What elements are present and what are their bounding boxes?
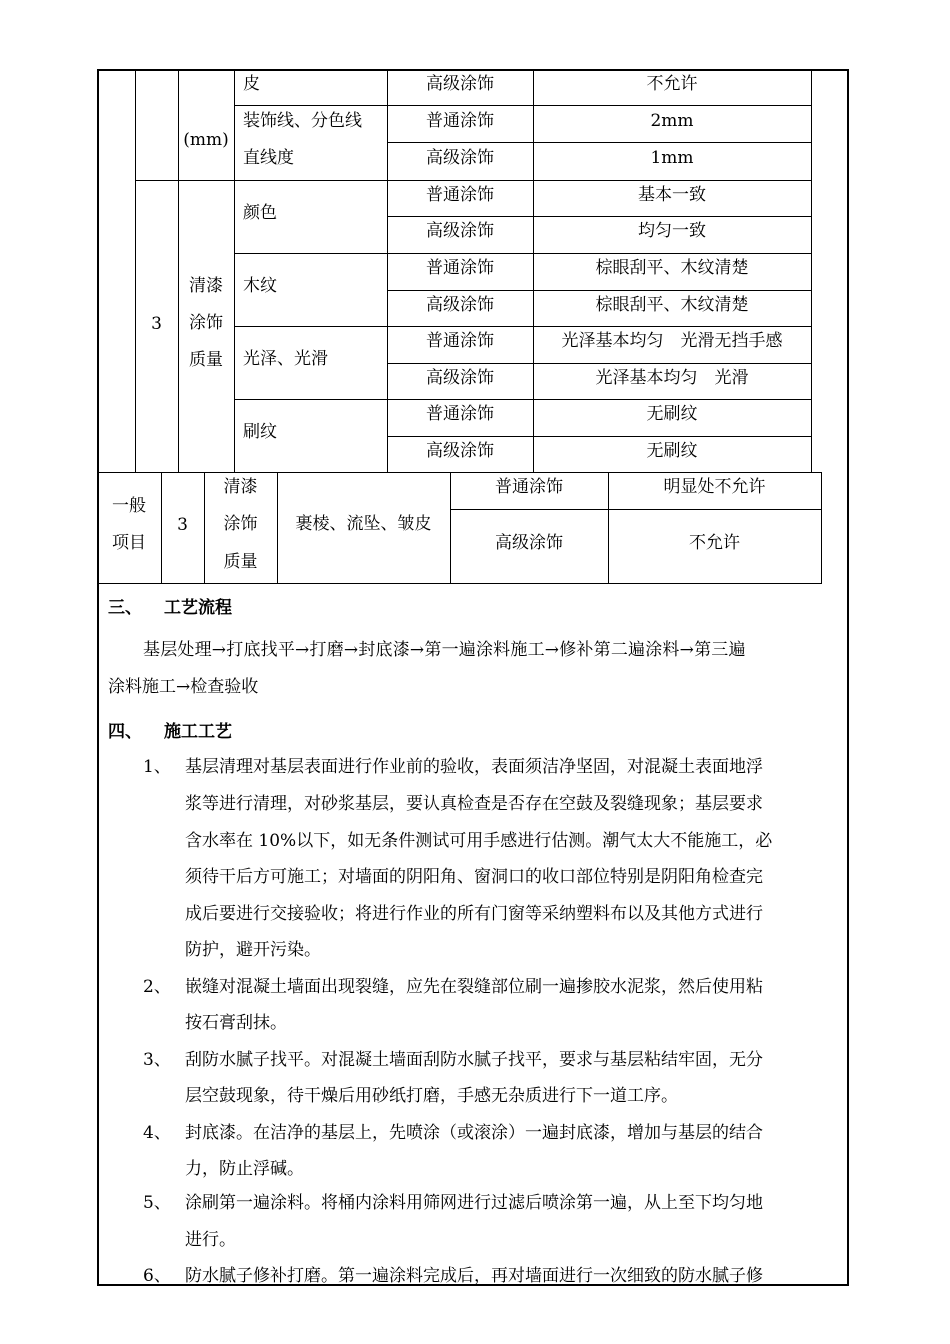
paragraph-line: 刮防水腻子找平。对混凝土墙面刮防水腻子找平，要求与基层粘结牢固，无分 xyxy=(185,1050,763,1070)
table-line xyxy=(450,509,822,510)
item-label: 颜色 xyxy=(243,203,277,223)
grade-cell: 普通涂饰 xyxy=(426,258,494,278)
section-title: 清漆 xyxy=(189,276,223,296)
paragraph-line: 按石膏刮抹。 xyxy=(185,1013,287,1033)
paragraph-line: 封底漆。在洁净的基层上，先喷涂（或滚涂）一遍封底漆，增加与基层的结合 xyxy=(185,1123,763,1143)
value-cell: 无刷纹 xyxy=(646,404,698,424)
section-number: 3 xyxy=(151,314,162,334)
item-label: 裹棱、流坠、皱皮 xyxy=(295,514,432,534)
table-line xyxy=(821,472,822,584)
section-heading: 工艺流程 xyxy=(164,598,232,618)
section-title: 涂饰 xyxy=(223,514,258,534)
value-cell: 棕眼刮平、木纹清楚 xyxy=(595,258,749,278)
process-flow-line: 涂料施工→检查验收 xyxy=(108,677,259,697)
table-line xyxy=(135,180,812,181)
paragraph-line: 嵌缝对混凝土墙面出现裂缝，应先在裂缝部位刷一遍掺胶水泥浆，然后使用粘 xyxy=(185,977,763,997)
grade-cell: 普通涂饰 xyxy=(426,404,494,424)
list-number: 1、 xyxy=(143,757,171,777)
table-line xyxy=(234,69,235,472)
table-line xyxy=(811,69,812,472)
value-cell: 1mm xyxy=(650,148,694,168)
table-line xyxy=(234,326,812,327)
section-title: 涂饰 xyxy=(189,313,223,333)
value-cell: 不允许 xyxy=(646,74,698,94)
value-cell: 2mm xyxy=(650,111,694,131)
category-label: 项目 xyxy=(112,533,146,553)
section-heading: 施工工艺 xyxy=(164,722,232,742)
section-title: 质量 xyxy=(189,350,223,370)
paragraph-line: 防护，避开污染。 xyxy=(185,940,321,960)
item-label: 皮 xyxy=(243,74,260,94)
paragraph-line: 力，防止浮碱。 xyxy=(185,1159,304,1179)
grade-cell: 高级涂饰 xyxy=(426,368,494,388)
section-title: 清漆 xyxy=(223,477,258,497)
value-cell: 棕眼刮平、木纹清楚 xyxy=(595,295,749,315)
table-line xyxy=(234,105,812,106)
table-line xyxy=(234,253,812,254)
paragraph-line: 涂刷第一遍涂料。将桶内涂料用筛网进行过滤后喷涂第一遍，从上至下均匀地 xyxy=(185,1193,763,1213)
value-cell: 基本一致 xyxy=(638,185,706,205)
paragraph-line: 浆等进行清理，对砂浆基层，要认真检查是否存在空鼓及裂缝现象；基层要求 xyxy=(185,794,763,814)
grade-cell: 高级涂饰 xyxy=(426,295,494,315)
process-flow-line: 基层处理→打底找平→打磨→封底漆→第一遍涂料施工→修补第二遍涂料→第三遍 xyxy=(143,640,746,660)
paragraph-line: 成后要进行交接验收；将进行作业的所有门窗等采纳塑料布以及其他方式进行 xyxy=(185,904,763,924)
value-cell: 光泽基本均匀 光滑无挡手感 xyxy=(561,331,783,351)
section-number: 四、 xyxy=(108,722,142,742)
paragraph-line: 层空鼓现象，待干燥后用砂纸打磨，手感无杂质进行下一道工序。 xyxy=(185,1086,678,1106)
category-label: 一般 xyxy=(112,496,146,516)
table-line xyxy=(234,399,812,400)
paragraph-line: 防水腻子修补打磨。第一遍涂料完成后，再对墙面进行一次细致的防水腻子修 xyxy=(185,1266,763,1286)
value-cell: 光泽基本均匀 光滑 xyxy=(595,368,749,388)
paragraph-line: 含水率在 10%以下，如无条件测试可用手感进行估测。潮气太大不能施工，必 xyxy=(185,831,773,851)
item-label: 直线度 xyxy=(243,148,294,168)
grade-cell: 高级涂饰 xyxy=(426,148,494,168)
grade-cell: 普通涂饰 xyxy=(495,477,563,497)
section-title: 质量 xyxy=(223,552,258,572)
grade-cell: 高级涂饰 xyxy=(426,74,494,94)
table-line xyxy=(387,363,812,364)
value-cell: 均匀一致 xyxy=(638,221,706,241)
paragraph-line: 基层清理对基层表面进行作业前的验收，表面须洁净坚固，对混凝土表面地浮 xyxy=(185,757,763,777)
item-label: 木纹 xyxy=(243,276,277,296)
list-number: 4、 xyxy=(143,1123,171,1143)
grade-cell: 高级涂饰 xyxy=(495,533,563,553)
table-line xyxy=(97,472,822,473)
list-number: 6、 xyxy=(143,1266,171,1286)
item-label: 刷纹 xyxy=(243,422,277,442)
value-cell: 不允许 xyxy=(689,533,740,553)
table-line xyxy=(387,290,812,291)
section-number: 三、 xyxy=(108,598,142,618)
table-line xyxy=(387,436,812,437)
value-cell: 明显处不允许 xyxy=(663,477,766,497)
grade-cell: 高级涂饰 xyxy=(426,221,494,241)
grade-cell: 普通涂饰 xyxy=(426,331,494,351)
list-number: 2、 xyxy=(143,977,171,997)
table-line xyxy=(97,583,822,584)
grade-cell: 普通涂饰 xyxy=(426,111,494,131)
paragraph-line: 进行。 xyxy=(185,1230,236,1250)
unit-label: (mm) xyxy=(183,130,229,150)
table-line xyxy=(387,216,812,217)
table-line xyxy=(135,69,136,472)
value-cell: 无刷纹 xyxy=(646,441,698,461)
grade-cell: 高级涂饰 xyxy=(426,441,494,461)
item-label: 装饰线、分色线 xyxy=(243,111,362,131)
list-number: 3、 xyxy=(143,1050,171,1070)
section-number: 3 xyxy=(177,515,188,535)
paragraph-line: 须待干后方可施工；对墙面的阴阳角、窗洞口的收口部位特别是阴阳角检查完 xyxy=(185,867,763,887)
table-line xyxy=(387,142,812,143)
item-label: 光泽、光滑 xyxy=(243,349,328,369)
list-number: 5、 xyxy=(143,1193,171,1213)
grade-cell: 普通涂饰 xyxy=(426,185,494,205)
